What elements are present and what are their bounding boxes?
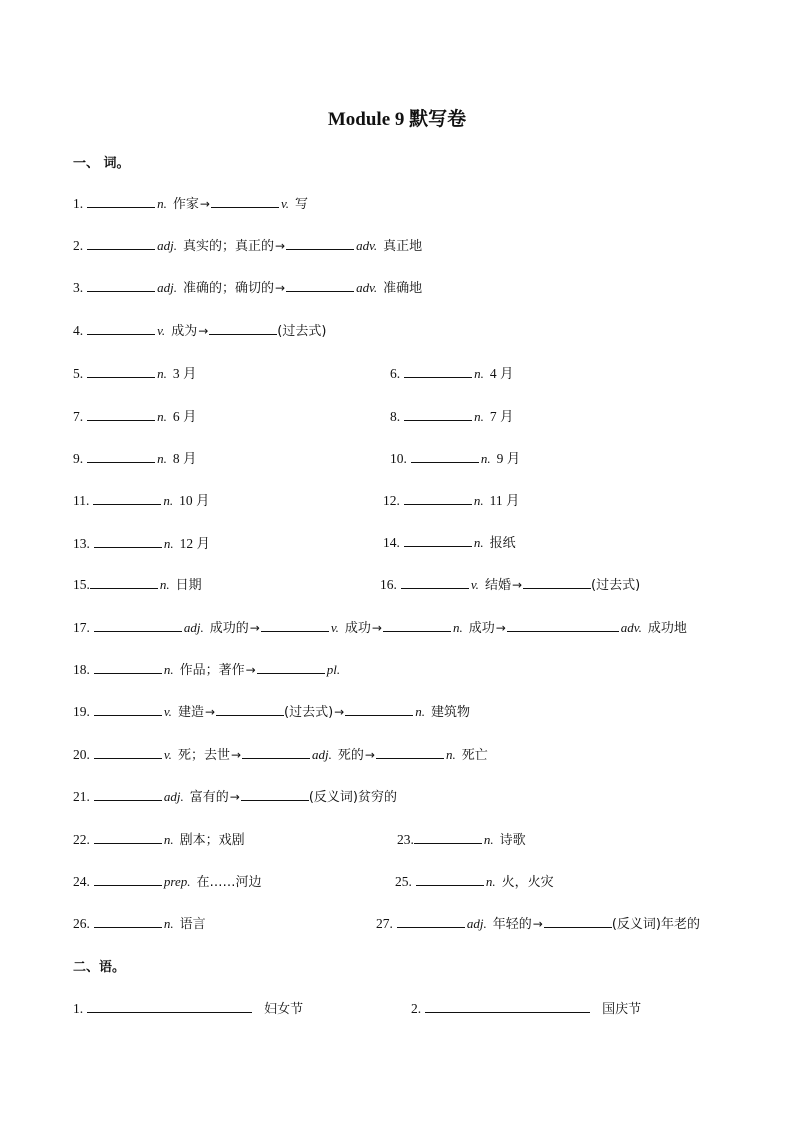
- arrow-icon: →: [229, 790, 240, 804]
- question-number: 4.: [73, 323, 84, 338]
- question-12: [383, 489, 520, 509]
- question-number: 3.: [73, 280, 84, 295]
- question-number: 7.: [73, 409, 84, 424]
- question-5: [73, 362, 197, 382]
- question-number: 11.: [73, 493, 90, 508]
- question-row: [0, 489, 794, 511]
- question-number: 27.: [376, 916, 393, 931]
- question-13: [73, 532, 210, 552]
- part-of-speech: v.: [470, 577, 479, 592]
- question-number: 1.: [73, 1001, 84, 1016]
- arrow-icon: →: [275, 281, 286, 295]
- meaning-text: 成功地: [647, 621, 687, 636]
- part-of-speech: n.: [157, 451, 167, 466]
- answer-blank[interactable]: [345, 701, 413, 716]
- meaning-text: 报纸: [489, 536, 516, 551]
- meaning-text: 6 月: [172, 409, 197, 424]
- part-of-speech: v.: [157, 323, 166, 338]
- answer-blank[interactable]: [94, 701, 162, 716]
- question-number: 22.: [73, 832, 90, 847]
- question-24: [73, 871, 262, 890]
- question-number: 24.: [73, 874, 90, 889]
- meaning-text: 在……河边: [196, 875, 262, 890]
- page-title: Module 9 默写卷: [327, 109, 467, 130]
- part-of-speech: n.: [157, 196, 167, 211]
- arrow-icon: →: [334, 705, 345, 719]
- question-10: [390, 447, 520, 467]
- note-text: (过去式): [284, 705, 334, 720]
- part-of-speech: n.: [474, 366, 484, 381]
- note-text: (反义词)年老的: [611, 917, 700, 932]
- question-row: [0, 193, 794, 215]
- answer-blank[interactable]: [414, 829, 482, 844]
- question-number: 6.: [390, 366, 401, 381]
- question-number: 9.: [73, 451, 84, 466]
- answer-blank[interactable]: [94, 786, 162, 801]
- meaning-text: 4 月: [489, 366, 514, 381]
- part-of-speech: n.: [163, 536, 174, 551]
- question-26: [73, 913, 206, 932]
- meaning-text: 12 月: [179, 536, 210, 551]
- section-heading-phrases: 二、语。: [73, 960, 126, 975]
- question-number: 1.: [73, 196, 84, 211]
- question-14: [383, 532, 516, 551]
- answer-blank[interactable]: [401, 574, 469, 589]
- answer-blank[interactable]: [523, 574, 591, 589]
- arrow-icon: →: [245, 663, 256, 677]
- part-of-speech: n.: [473, 493, 484, 508]
- part-of-speech: n.: [163, 493, 174, 508]
- question-23: [397, 829, 526, 848]
- part-of-speech: v.: [163, 704, 172, 719]
- meaning-text: 9 月: [496, 451, 521, 466]
- part-of-speech: pl.: [326, 662, 341, 677]
- question-21: [73, 786, 397, 805]
- answer-blank[interactable]: [87, 406, 155, 421]
- note-text: (反义词)贫穷的: [308, 790, 397, 805]
- question-row: [0, 744, 794, 766]
- answer-blank[interactable]: [507, 617, 619, 632]
- question-20: [73, 744, 488, 763]
- part-of-speech: adj.: [157, 280, 177, 295]
- part-of-speech: n.: [485, 874, 496, 889]
- arrow-icon: →: [511, 578, 523, 592]
- question-number: 13.: [73, 536, 90, 551]
- question-number: 10.: [390, 451, 407, 466]
- answer-blank[interactable]: [404, 532, 472, 547]
- answer-blank[interactable]: [87, 277, 155, 292]
- question-number: 18.: [73, 662, 90, 677]
- question-7: [73, 405, 197, 425]
- question-number: 16.: [380, 577, 397, 592]
- question-number: 17.: [73, 620, 90, 635]
- meaning-text: 作品；著作: [179, 663, 245, 678]
- answer-blank[interactable]: [425, 998, 590, 1013]
- question-1: [73, 193, 308, 212]
- question-number: 2.: [411, 1001, 422, 1016]
- meaning-text: 10 月: [179, 493, 210, 508]
- question-row: [0, 447, 794, 469]
- part-of-speech: adv.: [620, 620, 642, 635]
- meaning-text: 妇女节: [264, 1002, 304, 1017]
- meaning-text: 作家: [172, 197, 199, 212]
- question-number: 21.: [73, 789, 90, 804]
- arrow-icon: →: [249, 621, 260, 635]
- question-number: 8.: [390, 409, 401, 424]
- part-of-speech: n.: [163, 662, 174, 677]
- part-of-speech: n.: [159, 577, 170, 592]
- meaning-text: 富有的: [189, 790, 229, 805]
- meaning-text: 死亡: [461, 748, 488, 763]
- phrase-2: [411, 998, 641, 1017]
- question-row: [0, 362, 794, 384]
- answer-blank[interactable]: [93, 490, 161, 505]
- part-of-speech: n.: [157, 366, 167, 381]
- answer-blank[interactable]: [87, 998, 252, 1013]
- question-number: 20.: [73, 747, 90, 762]
- answer-blank[interactable]: [404, 490, 472, 505]
- part-of-speech: n.: [473, 535, 484, 550]
- answer-blank[interactable]: [411, 448, 479, 463]
- part-of-speech: v.: [163, 747, 172, 762]
- note-text: (过去式): [277, 324, 327, 339]
- arrow-icon: →: [495, 621, 506, 635]
- part-of-speech: v.: [330, 620, 339, 635]
- meaning-text: 成功的: [209, 621, 249, 636]
- question-row: [0, 617, 794, 639]
- part-of-speech: adj.: [183, 620, 204, 635]
- question-row: [0, 913, 794, 935]
- meaning-text: 准确的；确切的: [183, 281, 275, 296]
- question-17: [73, 617, 687, 636]
- part-of-speech: n.: [452, 620, 463, 635]
- question-16: [380, 574, 640, 593]
- meaning-text: 11 月: [489, 493, 520, 508]
- part-of-speech: n.: [445, 747, 456, 762]
- part-of-speech: n.: [483, 832, 494, 847]
- question-8: [390, 405, 514, 425]
- question-6: [390, 362, 514, 382]
- question-27: [376, 913, 700, 932]
- question-number: 2.: [73, 238, 84, 253]
- question-row: [0, 701, 794, 723]
- part-of-speech: adj.: [157, 238, 177, 253]
- part-of-speech: adv.: [356, 238, 378, 253]
- answer-blank[interactable]: [94, 617, 182, 632]
- answer-blank[interactable]: [241, 786, 309, 801]
- meaning-text: 结婚: [484, 578, 511, 593]
- answer-blank[interactable]: [376, 744, 444, 759]
- answer-blank[interactable]: [404, 363, 472, 378]
- meaning-text: 真实的；真正的: [183, 239, 275, 254]
- answer-blank[interactable]: [87, 193, 155, 208]
- meaning-text: 7 月: [489, 409, 514, 424]
- question-15: [73, 574, 202, 593]
- meaning-text: 8 月: [172, 451, 197, 466]
- question-4: [73, 320, 326, 339]
- answer-blank[interactable]: [257, 659, 325, 674]
- part-of-speech: n.: [163, 832, 174, 847]
- meaning-text: 语言: [179, 917, 206, 932]
- meaning-text: 日期: [175, 578, 202, 593]
- meaning-text: 年轻的: [492, 917, 532, 932]
- answer-blank[interactable]: [211, 193, 279, 208]
- meaning-text: 3 月: [172, 366, 197, 381]
- part-of-speech: adj.: [312, 747, 332, 762]
- meaning-text: 诗歌: [499, 833, 526, 848]
- answer-blank[interactable]: [242, 744, 310, 759]
- meaning-text: 死；去世: [177, 748, 230, 763]
- answer-blank[interactable]: [286, 277, 354, 292]
- part-of-speech: v.: [280, 196, 290, 211]
- question-row: [0, 320, 794, 342]
- section-heading-words: 一、 词。: [73, 156, 130, 171]
- question-number: 14.: [383, 535, 400, 550]
- question-number: 19.: [73, 704, 90, 719]
- part-of-speech: adv.: [356, 280, 378, 295]
- meaning-text: 剧本；戏剧: [179, 833, 245, 848]
- question-18: [73, 659, 346, 678]
- meaning-text: 真正地: [383, 239, 423, 254]
- answer-blank[interactable]: [94, 829, 162, 844]
- answer-blank[interactable]: [397, 913, 465, 928]
- answer-blank[interactable]: [87, 320, 155, 335]
- question-2: [73, 235, 422, 254]
- answer-blank[interactable]: [383, 617, 451, 632]
- answer-blank[interactable]: [94, 744, 162, 759]
- question-row: [0, 871, 794, 893]
- answer-blank[interactable]: [94, 913, 162, 928]
- meaning-text: 建造: [177, 705, 204, 720]
- question-number: 23.: [397, 832, 414, 847]
- phrase-1: [73, 998, 303, 1017]
- question-number: 5.: [73, 366, 84, 381]
- question-row: [0, 235, 794, 257]
- meaning-text: 写: [295, 197, 309, 212]
- part-of-speech: prep.: [163, 874, 191, 889]
- arrow-icon: →: [204, 705, 216, 719]
- meaning-text: 建筑物: [430, 705, 470, 720]
- answer-blank[interactable]: [216, 701, 284, 716]
- answer-blank[interactable]: [209, 320, 277, 335]
- answer-blank[interactable]: [94, 871, 162, 886]
- answer-blank[interactable]: [94, 659, 162, 674]
- question-row: [0, 829, 794, 851]
- question-19: [73, 701, 470, 720]
- question-11: [73, 489, 210, 509]
- answer-blank[interactable]: [94, 533, 162, 548]
- meaning-text: 成功: [344, 621, 371, 636]
- answer-blank[interactable]: [87, 448, 155, 463]
- meaning-text: 国庆节: [602, 1002, 642, 1017]
- answer-blank[interactable]: [404, 406, 472, 421]
- question-3: [73, 277, 422, 296]
- question-number: 12.: [383, 493, 400, 508]
- arrow-icon: →: [198, 324, 209, 338]
- question-25: [395, 871, 554, 890]
- answer-blank[interactable]: [87, 235, 155, 250]
- part-of-speech: n.: [480, 451, 491, 466]
- question-22: [73, 829, 245, 848]
- question-row: [0, 659, 794, 681]
- arrow-icon: →: [371, 621, 382, 635]
- question-row: [0, 405, 794, 427]
- answer-blank[interactable]: [261, 617, 329, 632]
- question-number: 15.: [73, 577, 90, 592]
- answer-blank[interactable]: [416, 871, 484, 886]
- arrow-icon: →: [532, 917, 543, 931]
- meaning-text: 火，火灾: [501, 875, 554, 890]
- arrow-icon: →: [199, 197, 210, 211]
- arrow-icon: →: [364, 748, 375, 762]
- answer-blank[interactable]: [544, 913, 612, 928]
- meaning-text: 成功: [468, 621, 495, 636]
- part-of-speech: adj.: [466, 916, 487, 931]
- part-of-speech: n.: [157, 409, 167, 424]
- part-of-speech: n.: [163, 916, 174, 931]
- question-row: [0, 532, 794, 554]
- part-of-speech: n.: [415, 704, 425, 719]
- question-row: [0, 786, 794, 808]
- arrow-icon: →: [230, 748, 242, 762]
- part-of-speech: adj.: [163, 789, 184, 804]
- question-number: 25.: [395, 874, 412, 889]
- answer-blank[interactable]: [286, 235, 354, 250]
- arrow-icon: →: [275, 239, 286, 253]
- note-text: (过去式): [591, 578, 641, 593]
- meaning-text: 准确地: [383, 281, 423, 296]
- meaning-text: 成为: [171, 324, 198, 339]
- question-row: [0, 277, 794, 299]
- question-number: 26.: [73, 916, 90, 931]
- part-of-speech: n.: [474, 409, 484, 424]
- question-row: [0, 998, 794, 1020]
- answer-blank[interactable]: [90, 574, 158, 589]
- question-9: [73, 447, 197, 467]
- answer-blank[interactable]: [87, 363, 155, 378]
- question-row: [0, 574, 794, 596]
- meaning-text: 死的: [337, 748, 364, 763]
